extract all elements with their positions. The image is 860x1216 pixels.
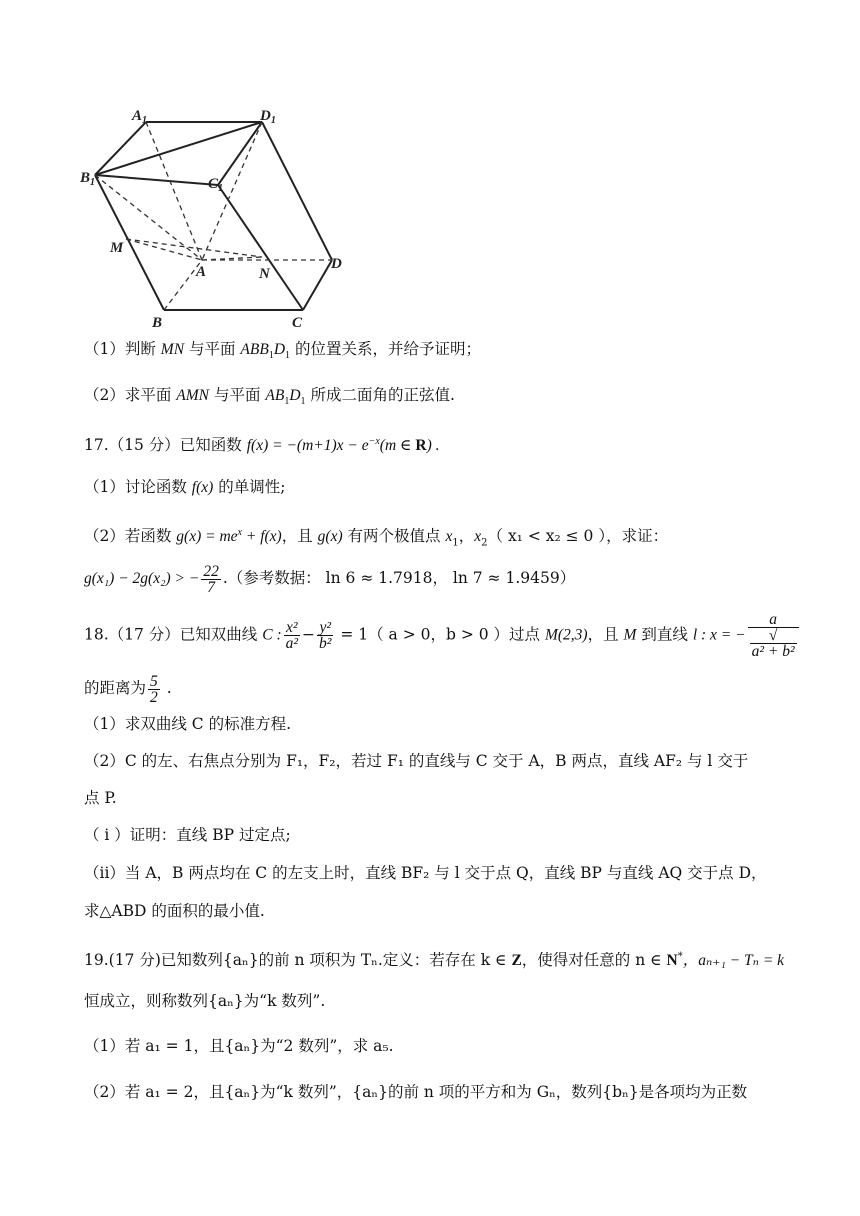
- q18-distance: 的距离为 $\frac{5}{2}$ .: [84, 672, 172, 706]
- q18-stem: 18.（17 分）已知双曲线 C : $\frac{\text{x²}}{\text{a²}}$ − $\frac{\text{y²}}{\text{b²}}$ = 1（ a > 0，b > 0 ）过点 M(2,3)，且 M 到直线 l : x = − a √ a² + b²: [84, 612, 801, 659]
- q18-part-i: （ i ）证明：直线 BP 过定点;: [84, 826, 291, 844]
- label-D: D: [331, 256, 342, 272]
- label-D1: $D_1$: [260, 108, 276, 126]
- q17-part2: （2）若函数 $g(x) = me^x + f(x)$，且 g(x) 有两个极值点 $x_1$，$x_2$（ x₁ < x₂ ≤ 0 ），求证：: [84, 527, 669, 549]
- q17-stem: 17.（15 分）已知函数 $f(x) = -(m+1)x - e^{-x}(m$ ∈ R) .: [84, 436, 440, 455]
- q17-part1: （1）讨论函数 f(x) 的单调性;: [84, 478, 286, 496]
- q19-stem: 19.(17 分)已知数列{aₙ}的前 n 项积为 Tₙ.定义：若存在 k ∈ Z，使得对任意的 n ∈ N*，aₙ₊₁ − Tₙ = k: [84, 951, 785, 970]
- q16-part1: （1）判断 MN 与平面 $ABB_1D_1$ 的位置关系，并给予证明；: [84, 340, 481, 362]
- q19-part2: （2）若 a₁ = 2，且{aₙ}为“k 数列”，{aₙ}的前 n 项的平方和为 Gₙ，数列{bₙ}是各项均为正数: [84, 1083, 748, 1101]
- q19-stem-cont: 恒成立，则称数列{aₙ}为“k 数列”.: [84, 992, 326, 1010]
- q18-part1: （1）求双曲线 C 的标准方程.: [84, 715, 292, 733]
- q18-part-ii-cont: 求△ABD 的面积的最小值.: [84, 902, 265, 920]
- label-N: N: [259, 266, 270, 282]
- label-C1: $C_1$: [208, 176, 224, 194]
- label-M: M: [110, 240, 124, 256]
- q17-inequality: g(x₁) − 2g(x₂) > − $\frac{22}{7}$ .（参考数据： ln 6 ≈ 1.7918， ln 7 ≈ 1.9459）: [84, 562, 576, 596]
- q16-part2: （2）求平面 AMN 与平面 $AB_1D_1$ 所成二面角的正弦值.: [84, 386, 455, 408]
- q18-part2: （2）C 的左、右焦点分别为 F₁，F₂，若过 F₁ 的直线与 C 交于 A，B 两点，直线 AF₂ 与 l 交于: [84, 752, 749, 770]
- label-B1: $B_1$: [80, 170, 96, 188]
- q19-part1: （1）若 a₁ = 1，且{aₙ}为“2 数列”，求 a₅.: [84, 1037, 394, 1055]
- label-C: C: [292, 315, 303, 331]
- geometry-figure: [70, 100, 430, 335]
- label-A: A: [196, 264, 207, 280]
- label-B: B: [152, 315, 163, 331]
- q18-part2-cont: 点 P.: [84, 789, 117, 807]
- q18-part-ii: （ii）当 A，B 两点均在 C 的左支上时，直线 BF₂ 与 l 交于点 Q，直线 BP 与直线 AQ 交于点 D，: [84, 864, 767, 882]
- label-A1: $A_1$: [132, 108, 148, 126]
